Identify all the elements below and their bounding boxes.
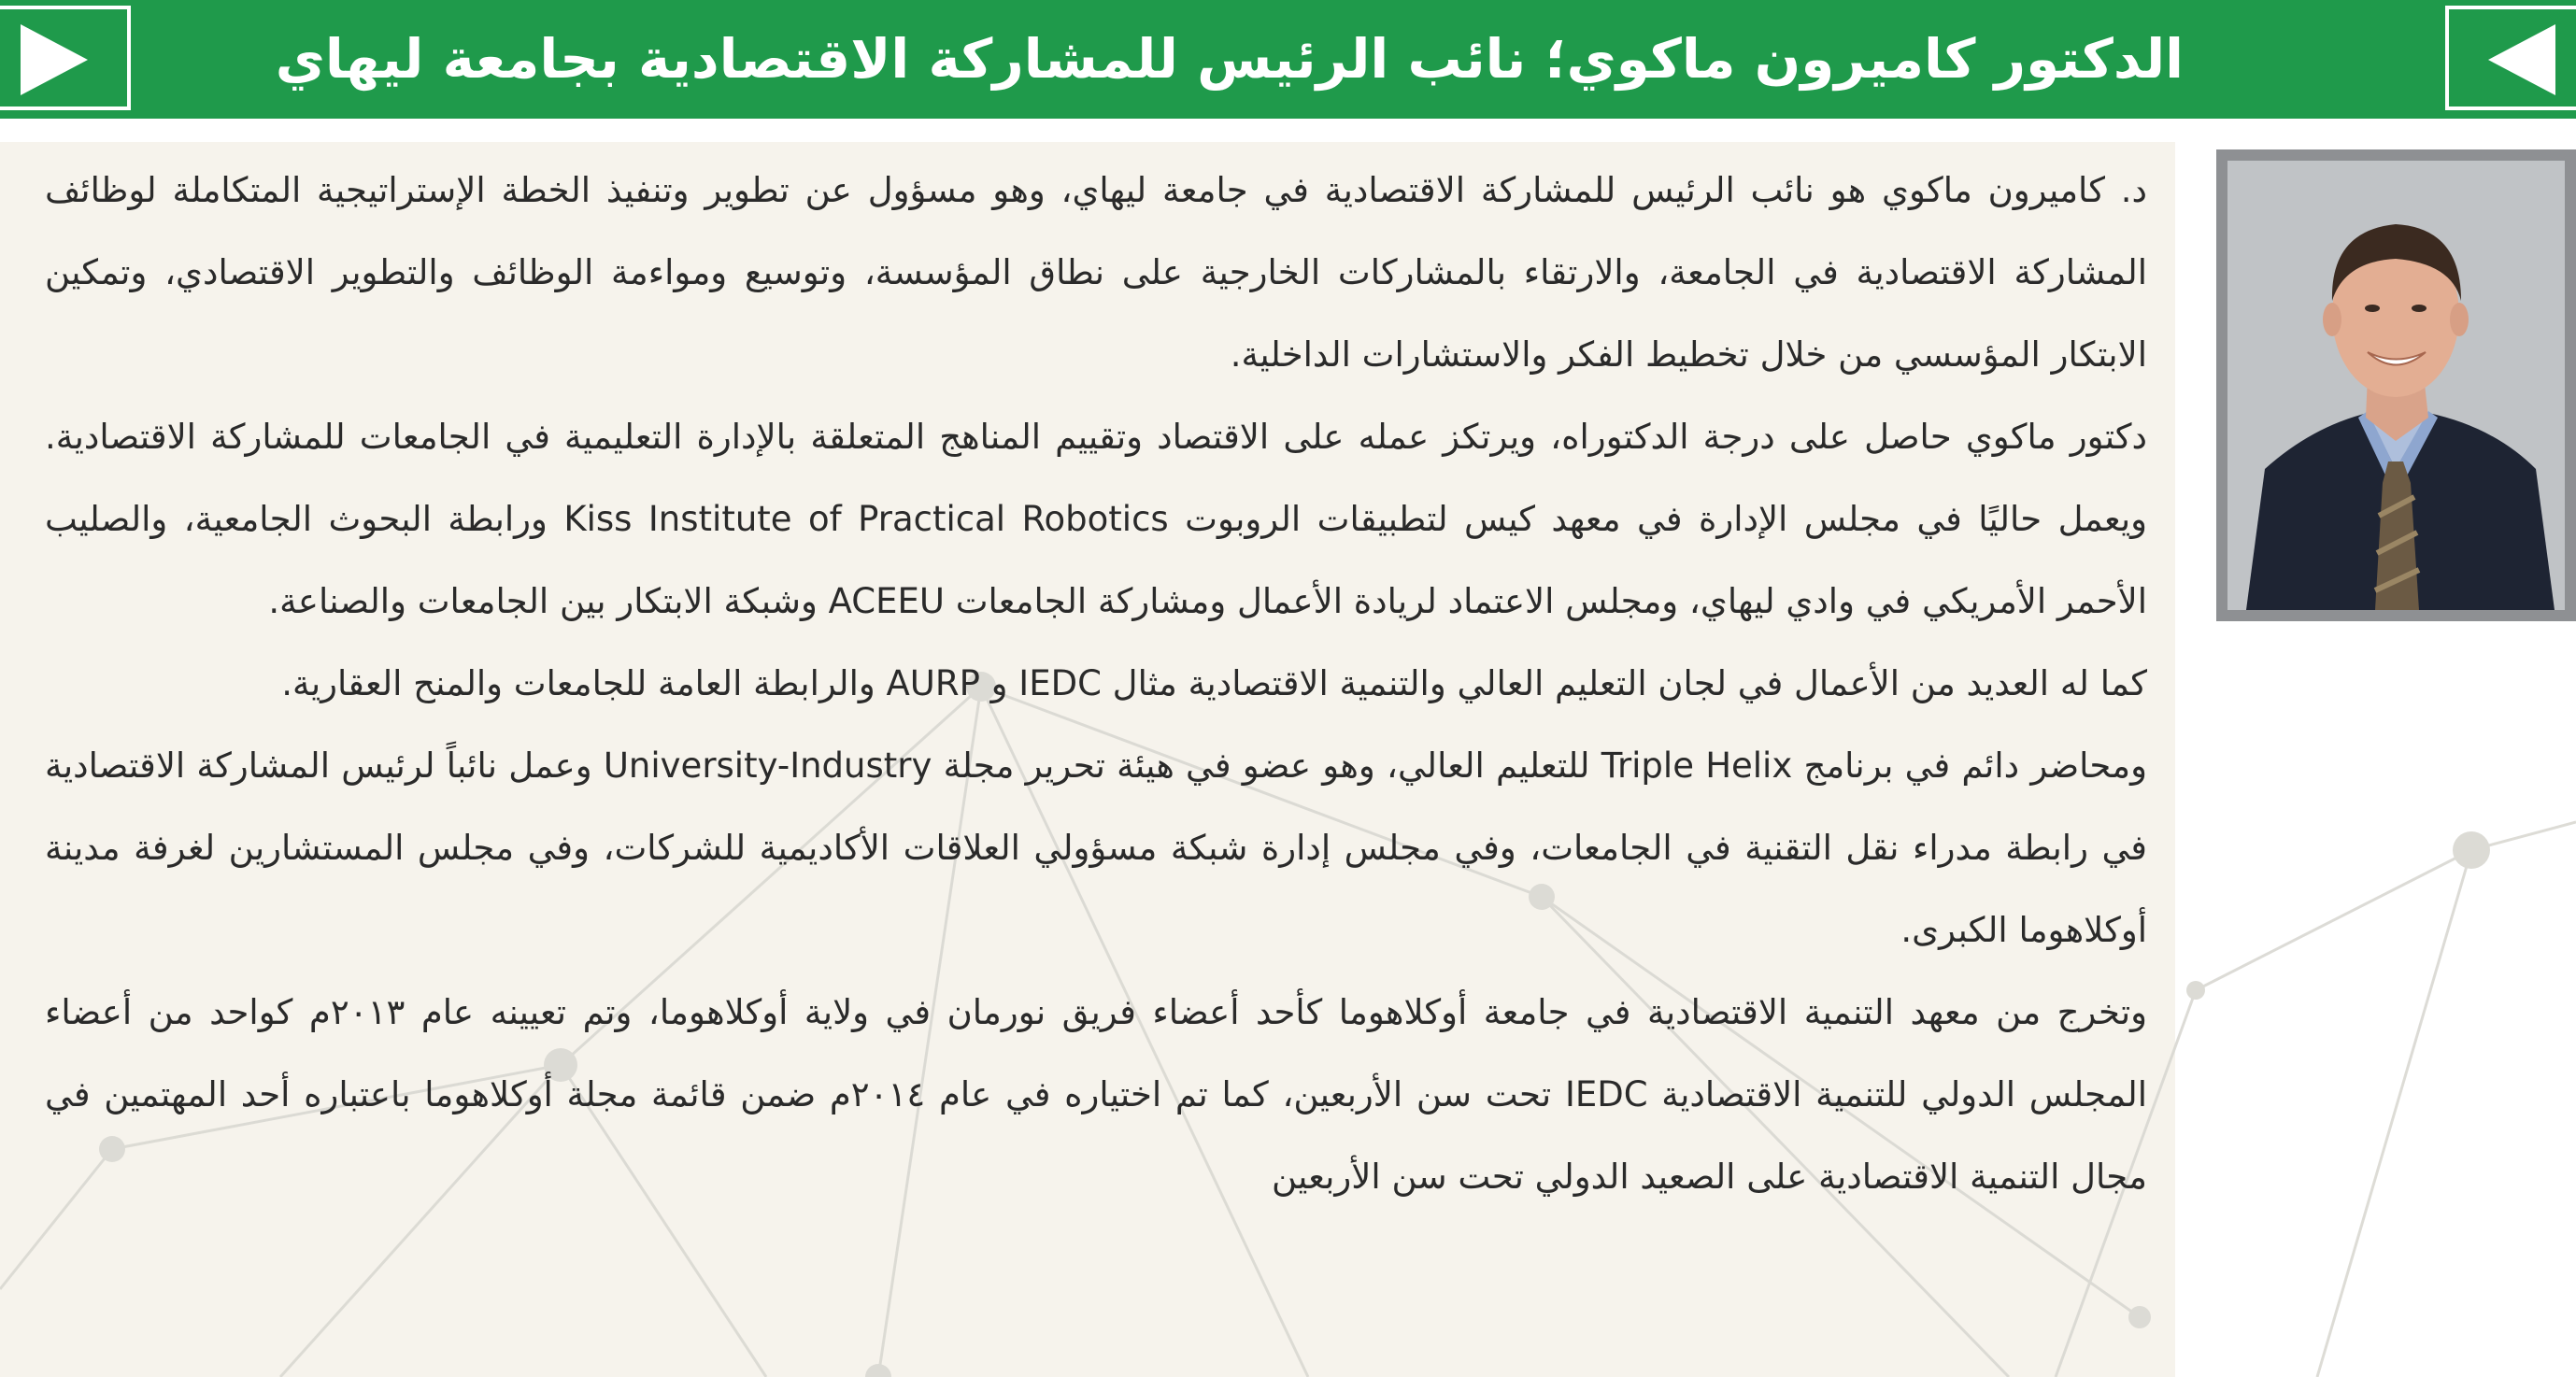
biography-text <box>45 149 2147 1218</box>
bio-paragraph-1: د. كاميرون ماكوي هو نائب الرئيس للمشاركة الاقتصادية في جامعة ليهاي، وهو مسؤول عن تطوير وتنفيذ الخطة الإستراتيجية المتكاملة لوظائف المشاركة الاقتصادية في الجامعة، والارتقاء بالمشاركات الخارجية على نطاق المؤسسة، وتوسيع ومواءمة الوظائف والتطوير الاقتصادي، وتمكين الابتكار المؤسسي من خلال تخطيط الفكر والاستشارات الداخلية. <box>45 170 2147 375</box>
portrait-image <box>2227 161 2565 610</box>
bio-paragraph-2: دكتور ماكوي حاصل على درجة الدكتوراه، ويرتكز عمله على الاقتصاد وتقييم المناهج المتعلقة بالإدارة التعليمية في الجامعات للمشاركة الاقتصادية. ويعمل حاليًا في مجلس الإدارة في معهد كيس لتطبيقات الروبوت Kiss Institute of Practical Robotics ورابطة البحوث الجامعية، والصليب الأحمر الأمريكي في وادي ليهاي، ومجلس الاعتماد لريادة الأعمال ومشاركة الجامعات ACEEU وشبكة الابتكار بين الجامعات والصناعة. <box>45 417 2147 621</box>
page-title: الدكتور كاميرون ماكوي؛ نائب الرئيس للمشاركة الاقتصادية بجامعة ليهاي <box>275 27 2184 91</box>
bio-paragraph-3: كما له العديد من الأعمال في لجان التعليم العالي والتنمية الاقتصادية مثال IEDC و AURP والرابطة العامة للجامعات والمنح العقارية. <box>281 663 2147 703</box>
bio-paragraph-5: وتخرج من معهد التنمية الاقتصادية في جامعة أوكلاهوما كأحد أعضاء فريق نورمان في ولاية أوكلاهوما، وتم تعيينه عام ٢٠١٣م كواحد من أعضاء المجلس الدولي للتنمية الاقتصادية IEDC تحت سن الأربعين، كما تم اختياره في عام ٢٠١٤م ضمن قائمة مجلة أوكلاهوما باعتباره أحد المهتمين في مجال التنمية الاقتصادية على الصعيد الدولي تحت سن الأربعين <box>45 992 2148 1197</box>
portrait-photo <box>2216 149 2576 621</box>
bio-paragraph-4: ومحاضر دائم في برنامج Triple Helix للتعليم العالي، وهو عضو في هيئة تحرير مجلة University-Industry وعمل نائباً لرئيس المشاركة الاقتصادية في رابطة مدراء نقل التقنية في الجامعات، وفي مجلس إدارة شبكة مسؤولي العلاقات الأكاديمية للشركات، وفي مجلس المستشارين لغرفة مدينة أوكلاهوما الكبرى. <box>45 745 2147 950</box>
